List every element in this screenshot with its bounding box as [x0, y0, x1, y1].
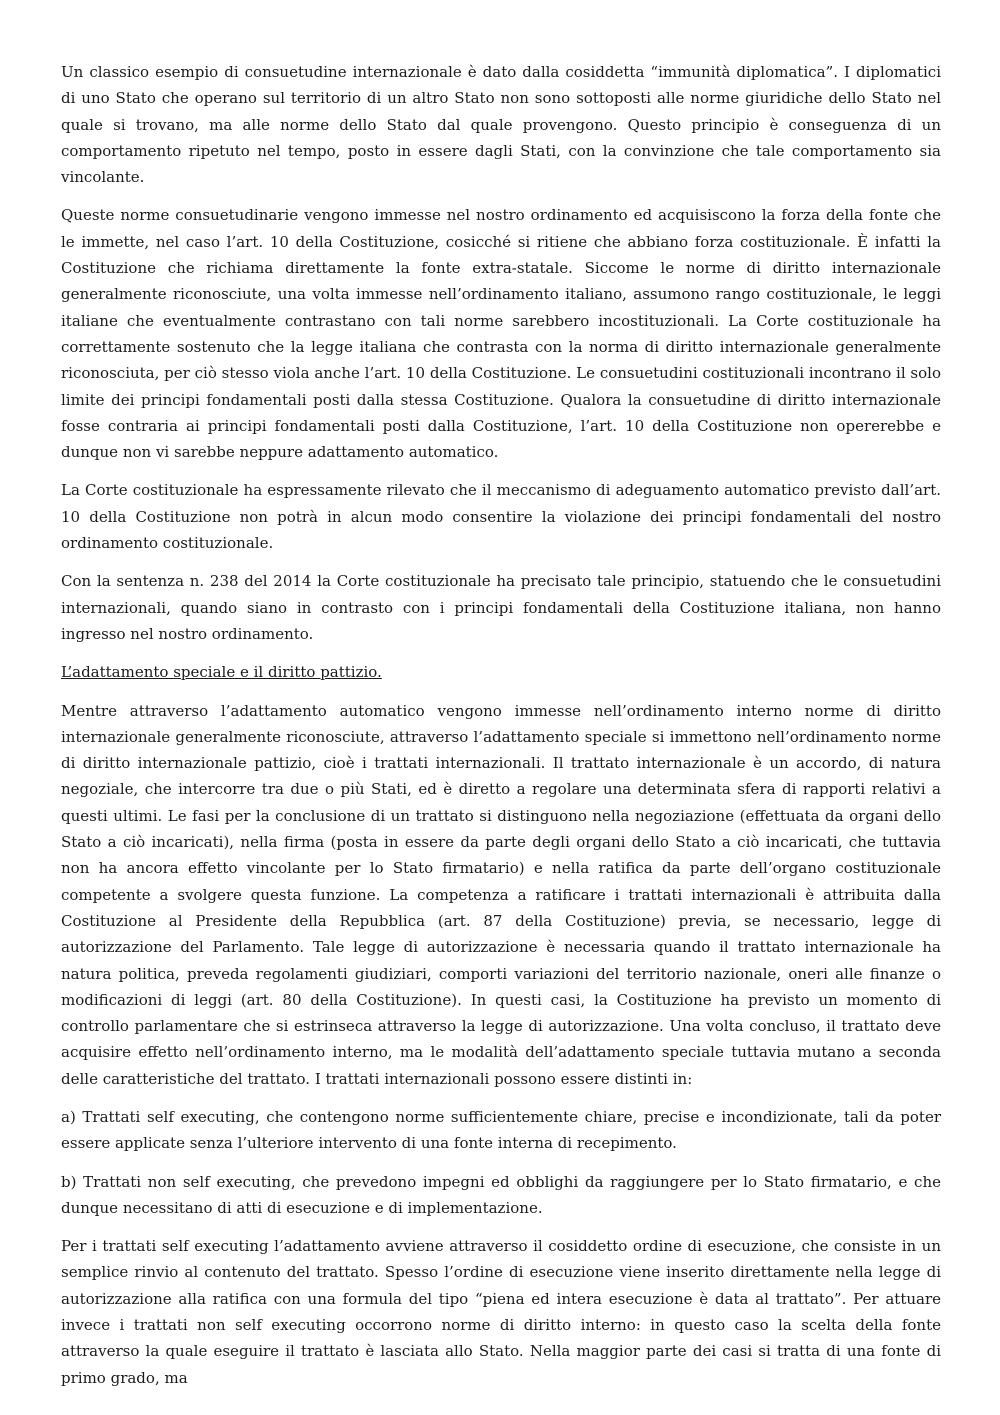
section-heading-adattamento-speciale: L’adattamento speciale e il diritto pattizio. — [61, 663, 382, 682]
paragraph-ordine-di-esecuzione: Per i trattati self executing l’adattamento avviene attraverso il cosiddetto ordine di esecuzione, che consiste in un semplice rinvio al contenuto del trattato. Spesso l’ordine di esecuzione viene inserito direttamente nella legge di autorizzazione alla ratifica con una formula del tipo “piena ed intera esecuzione è data al trattato”. Per attuare invece i trattati non self executing occorrono norme di diritto interno: in questo caso la scelta della fonte attraverso la quale eseguire il trattato è lasciata allo Stato. Nella maggior parte dei casi si tratta di una fonte di primo grado, ma — [61, 1237, 941, 1387]
paragraph-immunita-diplomatica: Un classico esempio di consuetudine internazionale è dato dalla cosiddetta “immunità diplomatica”. I diplomatici di uno Stato che operano sul territorio di un altro Stato non sono sottoposti alle norme giuridiche dello Stato nel quale si trovano, ma alle norme dello Stato dal quale provengono. Questo principio è conseguenza di un comportamento ripetuto nel tempo, posto in essere dagli Stati, con la convinzione che tale comportamento sia vincolante. — [61, 63, 941, 187]
paragraph-diritto-pattizio: Mentre attraverso l’adattamento automatico vengono immesse nell’ordinamento interno norme di diritto internazionale generalmente riconosciute, attraverso l’adattamento speciale si immettono nell’ordinamento norme di diritto internazionale pattizio, cioè i trattati internazionali. Il trattato internazionale è un accordo, di natura negoziale, che intercorre tra due o più Stati, ed è diretto a regolare una determinata sfera di rapporti relativi a questi ultimi. Le fasi per la conclusione di un trattato si distinguono nella negoziazione (effettuata da organi dello Stato a ciò incaricati), nella firma (posta in essere da parte degli organi dello Stato a ciò incaricati, che tuttavia non ha ancora effetto vincolante per lo Stato firmatario) e nella ratifica da parte dell’organo costituzionale competente a svolgere questa funzione. La competenza a ratificare i trattati internazionali è attribuita dalla Costituzione al Presidente della Repubblica (art. 87 della Costituzione) previa, se necessario, legge di autorizzazione del Parlamento. Tale legge di autorizzazione è necessaria quando il trattato internazionale ha natura politica, preveda regolamenti giudiziari, comporti variazioni del territorio nazionale, oneri alle finanze o modificazioni di leggi (art. 80 della Costituzione). In questi casi, la Costituzione ha previsto un momento di controllo parlamentare che si estrinseca attraverso la legge di autorizzazione. Una volta concluso, il trattato deve acquisire effetto nell’ordinamento interno, ma le modalità dell’adattamento speciale tuttavia mutano a seconda delle caratteristiche del trattato. I trattati internazionali possono essere distinti in: — [61, 701, 941, 1088]
document-page — [61, 59, 941, 1403]
list-item-non-self-executing: b) Trattati non self executing, che prevedono impegni ed obblighi da raggiungere per lo Stato firmatario, e che dunque necessitano di atti di esecuzione e di implementazione. — [61, 1172, 941, 1217]
paragraph-sentenza-238: Con la sentenza n. 238 del 2014 la Corte costituzionale ha precisato tale principio, statuendo che le consuetudini internazionali, quando siano in contrasto con i principi fondamentali della Costituzione italiana, non hanno ingresso nel nostro ordinamento. — [61, 572, 941, 643]
list-item-self-executing: a) Trattati self executing, che contengono norme sufficientemente chiare, precise e incondizionate, tali da poter essere applicate senza l’ulteriore intervento di una fonte interna di recepimento. — [61, 1107, 941, 1153]
paragraph-adeguamento-automatico: La Corte costituzionale ha espressamente rilevato che il meccanismo di adeguamento automatico previsto dall’art. 10 della Costituzione non potrà in alcun modo consentire la violazione dei principi fondamentali del nostro ordinamento costituzionale. — [61, 481, 941, 553]
paragraph-norme-consuetudinarie: Queste norme consuetudinarie vengono immesse nel nostro ordinamento ed acquisiscono la forza della fonte che le immette, nel caso l’art. 10 della Costituzione, cosicché si ritiene che abbiano forza costituzionale. È infatti la Costituzione che richiama direttamente la fonte extra-statale. Siccome le norme di diritto internazionale generalmente riconosciute, una volta immesse nell’ordinamento italiano, assumono rango costituzionale, le leggi italiane che eventualmente contrastano con tali norme sarebbero incostituzionali. La Corte costituzionale ha correttamente sostenuto che la legge italiana che contrasta con la norma di diritto internazionale generalmente riconosciuta, per ciò stesso viola anche l’art. 10 della Costituzione. Le consuetudini costituzionali incontrano il solo limite dei principi fondamentali posti dalla stessa Costituzione. Qualora la consuetudine di diritto internazionale fosse contraria ai principi fondamentali posti dalla Costituzione, l’art. 10 della Costituzione non opererebbe e dunque non vi sarebbe neppure adattamento automatico. — [61, 206, 941, 462]
